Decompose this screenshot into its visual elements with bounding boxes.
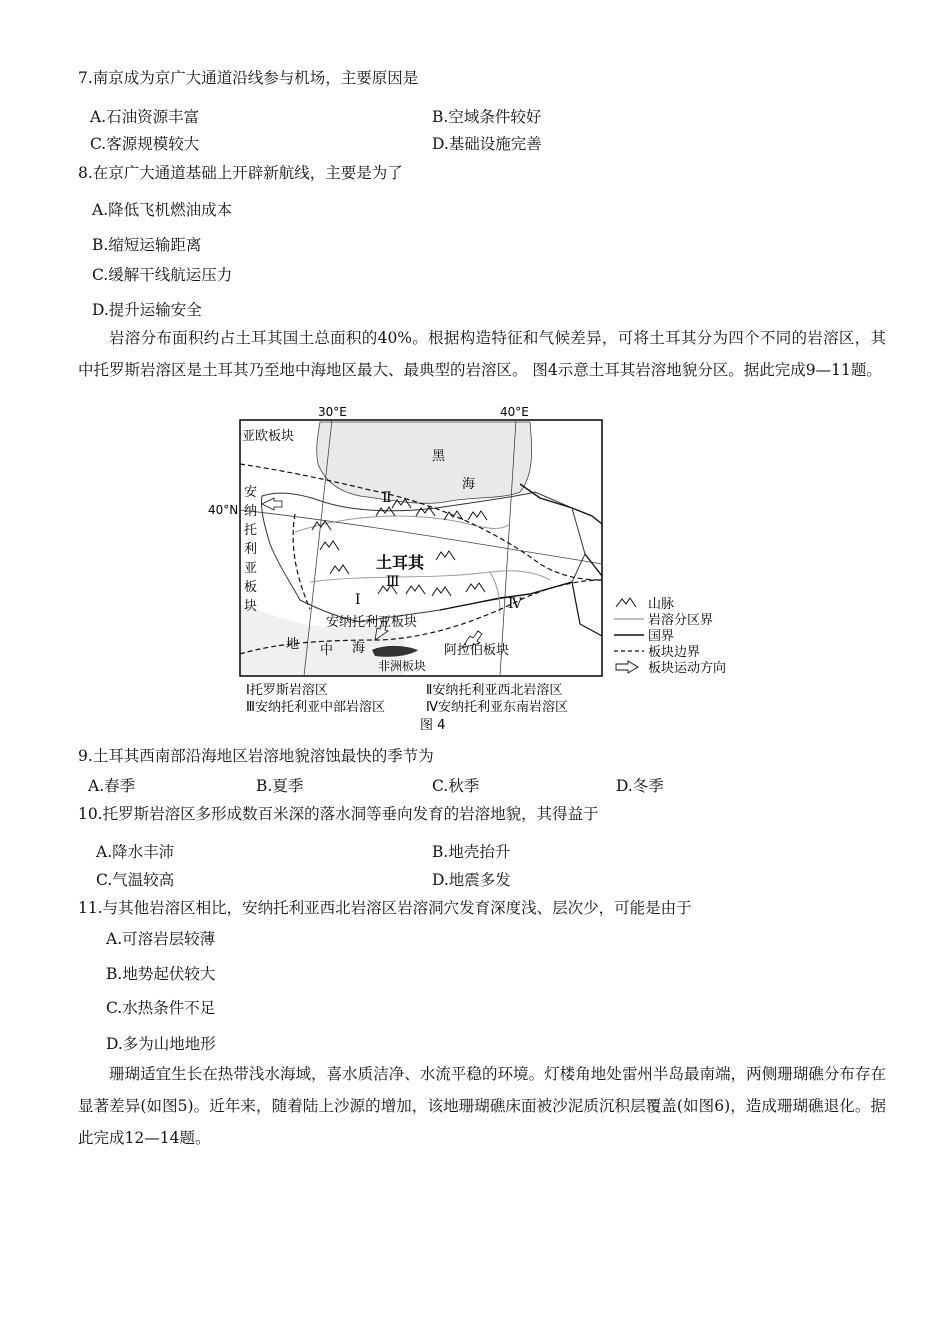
label-african-plate: 非洲板块 — [378, 659, 427, 673]
figure-title: 图 4 — [420, 718, 446, 733]
label-anatolian-vertical-char: 托 — [244, 523, 258, 538]
legend-plate-boundary: 板块边界 — [648, 645, 701, 660]
q9-option-d: D.冬季 — [616, 777, 664, 795]
label-eurasian-plate: 亚欧板块 — [242, 429, 295, 444]
q8-option-b: B.缩短运输距离 — [92, 236, 202, 254]
caption-region-1: Ⅰ托罗斯岩溶区 — [246, 683, 328, 698]
caption-region-4: Ⅳ安纳托利亚东南岩溶区 — [426, 700, 568, 715]
label-region-4: Ⅳ — [508, 596, 522, 612]
q11-option-c: C.水热条件不足 — [106, 999, 216, 1017]
q10-option-a: A.降水丰沛 — [96, 843, 175, 861]
q8-option-a: A.降低飞机燃油成本 — [92, 201, 233, 219]
label-anatolian-vertical-char: 板 — [244, 580, 258, 595]
q11-option-b: B.地势起伏较大 — [106, 965, 216, 983]
q8-stem: 8.在京广大通道基础上开辟新航线，主要是为了 — [78, 164, 403, 182]
label-anatolian-plate-vertical — [244, 484, 257, 614]
caption-region-3: Ⅲ安纳托利亚中部岩溶区 — [246, 700, 385, 715]
label-region-2: Ⅱ — [382, 490, 392, 506]
q7-option-b: B.空域条件较好 — [432, 108, 542, 126]
figure-4-turkey-karst-map — [200, 404, 760, 734]
label-anatolian-vertical-char: 纳 — [244, 504, 258, 519]
label-region-1: Ⅰ — [355, 592, 361, 608]
q11-option-d: D.多为山地地形 — [106, 1035, 216, 1053]
legend — [614, 597, 726, 676]
label-anatolian-vertical-char: 亚 — [244, 561, 258, 576]
q11-stem: 11.与其他岩溶区相比，安纳托利亚西北岩溶区岩溶洞穴发育深度浅、层次少，可能是由于 — [78, 899, 692, 917]
label-anatolian-vertical-char: 安 — [244, 485, 258, 500]
label-med-3: 海 — [352, 641, 366, 656]
legend-mountain: 山脉 — [648, 597, 675, 612]
q10-option-b: B.地壳抬升 — [432, 843, 511, 861]
q11-option-a: A.可溶岩层较薄 — [106, 930, 216, 948]
passage-karst: 岩溶分布面积约占土耳其国土总面积的40%。根据构造特征和气候差异，可将土耳其分为四个不同的岩溶区，其中托罗斯岩溶区是土耳其乃至地中海地区最大、最典型的岩溶区。 图4示意土耳其岩溶地貌分区。据此完成9—11题。 — [78, 329, 886, 379]
passage-coral: 珊瑚适宜生长在热带浅水海域，喜水质洁净、水流平稳的环境。灯楼角地处雷州半岛最南端，两侧珊瑚礁分布存在显著差异(如图5)。近年来，随着陆上沙源的增加，该地珊瑚礁床面被沙泥质沉积层覆盖(如图6)，造成珊瑚礁退化。据此完成12—14题。 — [78, 1065, 886, 1147]
label-region-3: Ⅲ — [386, 574, 400, 590]
label-med-1: 地 — [286, 637, 300, 652]
q7-option-c: C.客源规模较大 — [90, 135, 200, 153]
q10-option-c: C.气温较高 — [96, 871, 175, 889]
legend-plate-motion: 板块运动方向 — [648, 661, 727, 676]
q7-stem: 7.南京成为京广大通道沿线参与机场，主要原因是 — [78, 69, 419, 87]
label-arabian-plate: 阿拉伯板块 — [444, 643, 510, 658]
legend-mountain-icon — [616, 598, 636, 607]
label-30e: 30°E — [318, 405, 347, 419]
legend-border: 国界 — [648, 629, 675, 644]
legend-karst-boundary: 岩溶分区界 — [648, 613, 714, 628]
label-black-sea-2: 海 — [462, 477, 476, 492]
label-anatolian-vertical-char: 利 — [244, 542, 258, 557]
label-anatolian-vertical-char: 块 — [244, 599, 258, 614]
q7-option-d: D.基础设施完善 — [432, 135, 542, 153]
label-turkey: 土耳其 — [376, 553, 425, 572]
q9-option-b: B.夏季 — [256, 777, 304, 795]
legend-arrow-icon — [616, 661, 638, 673]
q10-stem: 10.托罗斯岩溶区多形成数百米深的落水洞等垂向发育的岩溶地貌，其得益于 — [78, 805, 599, 823]
q9-option-a: A.春季 — [88, 777, 136, 795]
label-40e: 40°E — [500, 405, 529, 419]
label-40n: 40°N — [208, 503, 239, 517]
black-sea-shape — [317, 422, 532, 503]
q9-stem: 9.土耳其西南部沿海地区岩溶地貌溶蚀最快的季节为 — [78, 747, 434, 765]
q10-option-d: D.地震多发 — [432, 871, 511, 889]
label-black-sea-1: 黑 — [432, 449, 446, 464]
q7-option-a: A.石油资源丰富 — [90, 108, 200, 126]
q8-option-c: C.缓解干线航运压力 — [92, 266, 233, 284]
label-med-2: 中 — [320, 643, 334, 658]
caption-region-2: Ⅱ安纳托利亚西北岩溶区 — [426, 683, 563, 698]
q9-option-c: C.秋季 — [432, 777, 480, 795]
label-anatolian-plate: 安纳托利亚板块 — [326, 615, 418, 630]
q8-option-d: D.提升运输安全 — [92, 301, 202, 319]
